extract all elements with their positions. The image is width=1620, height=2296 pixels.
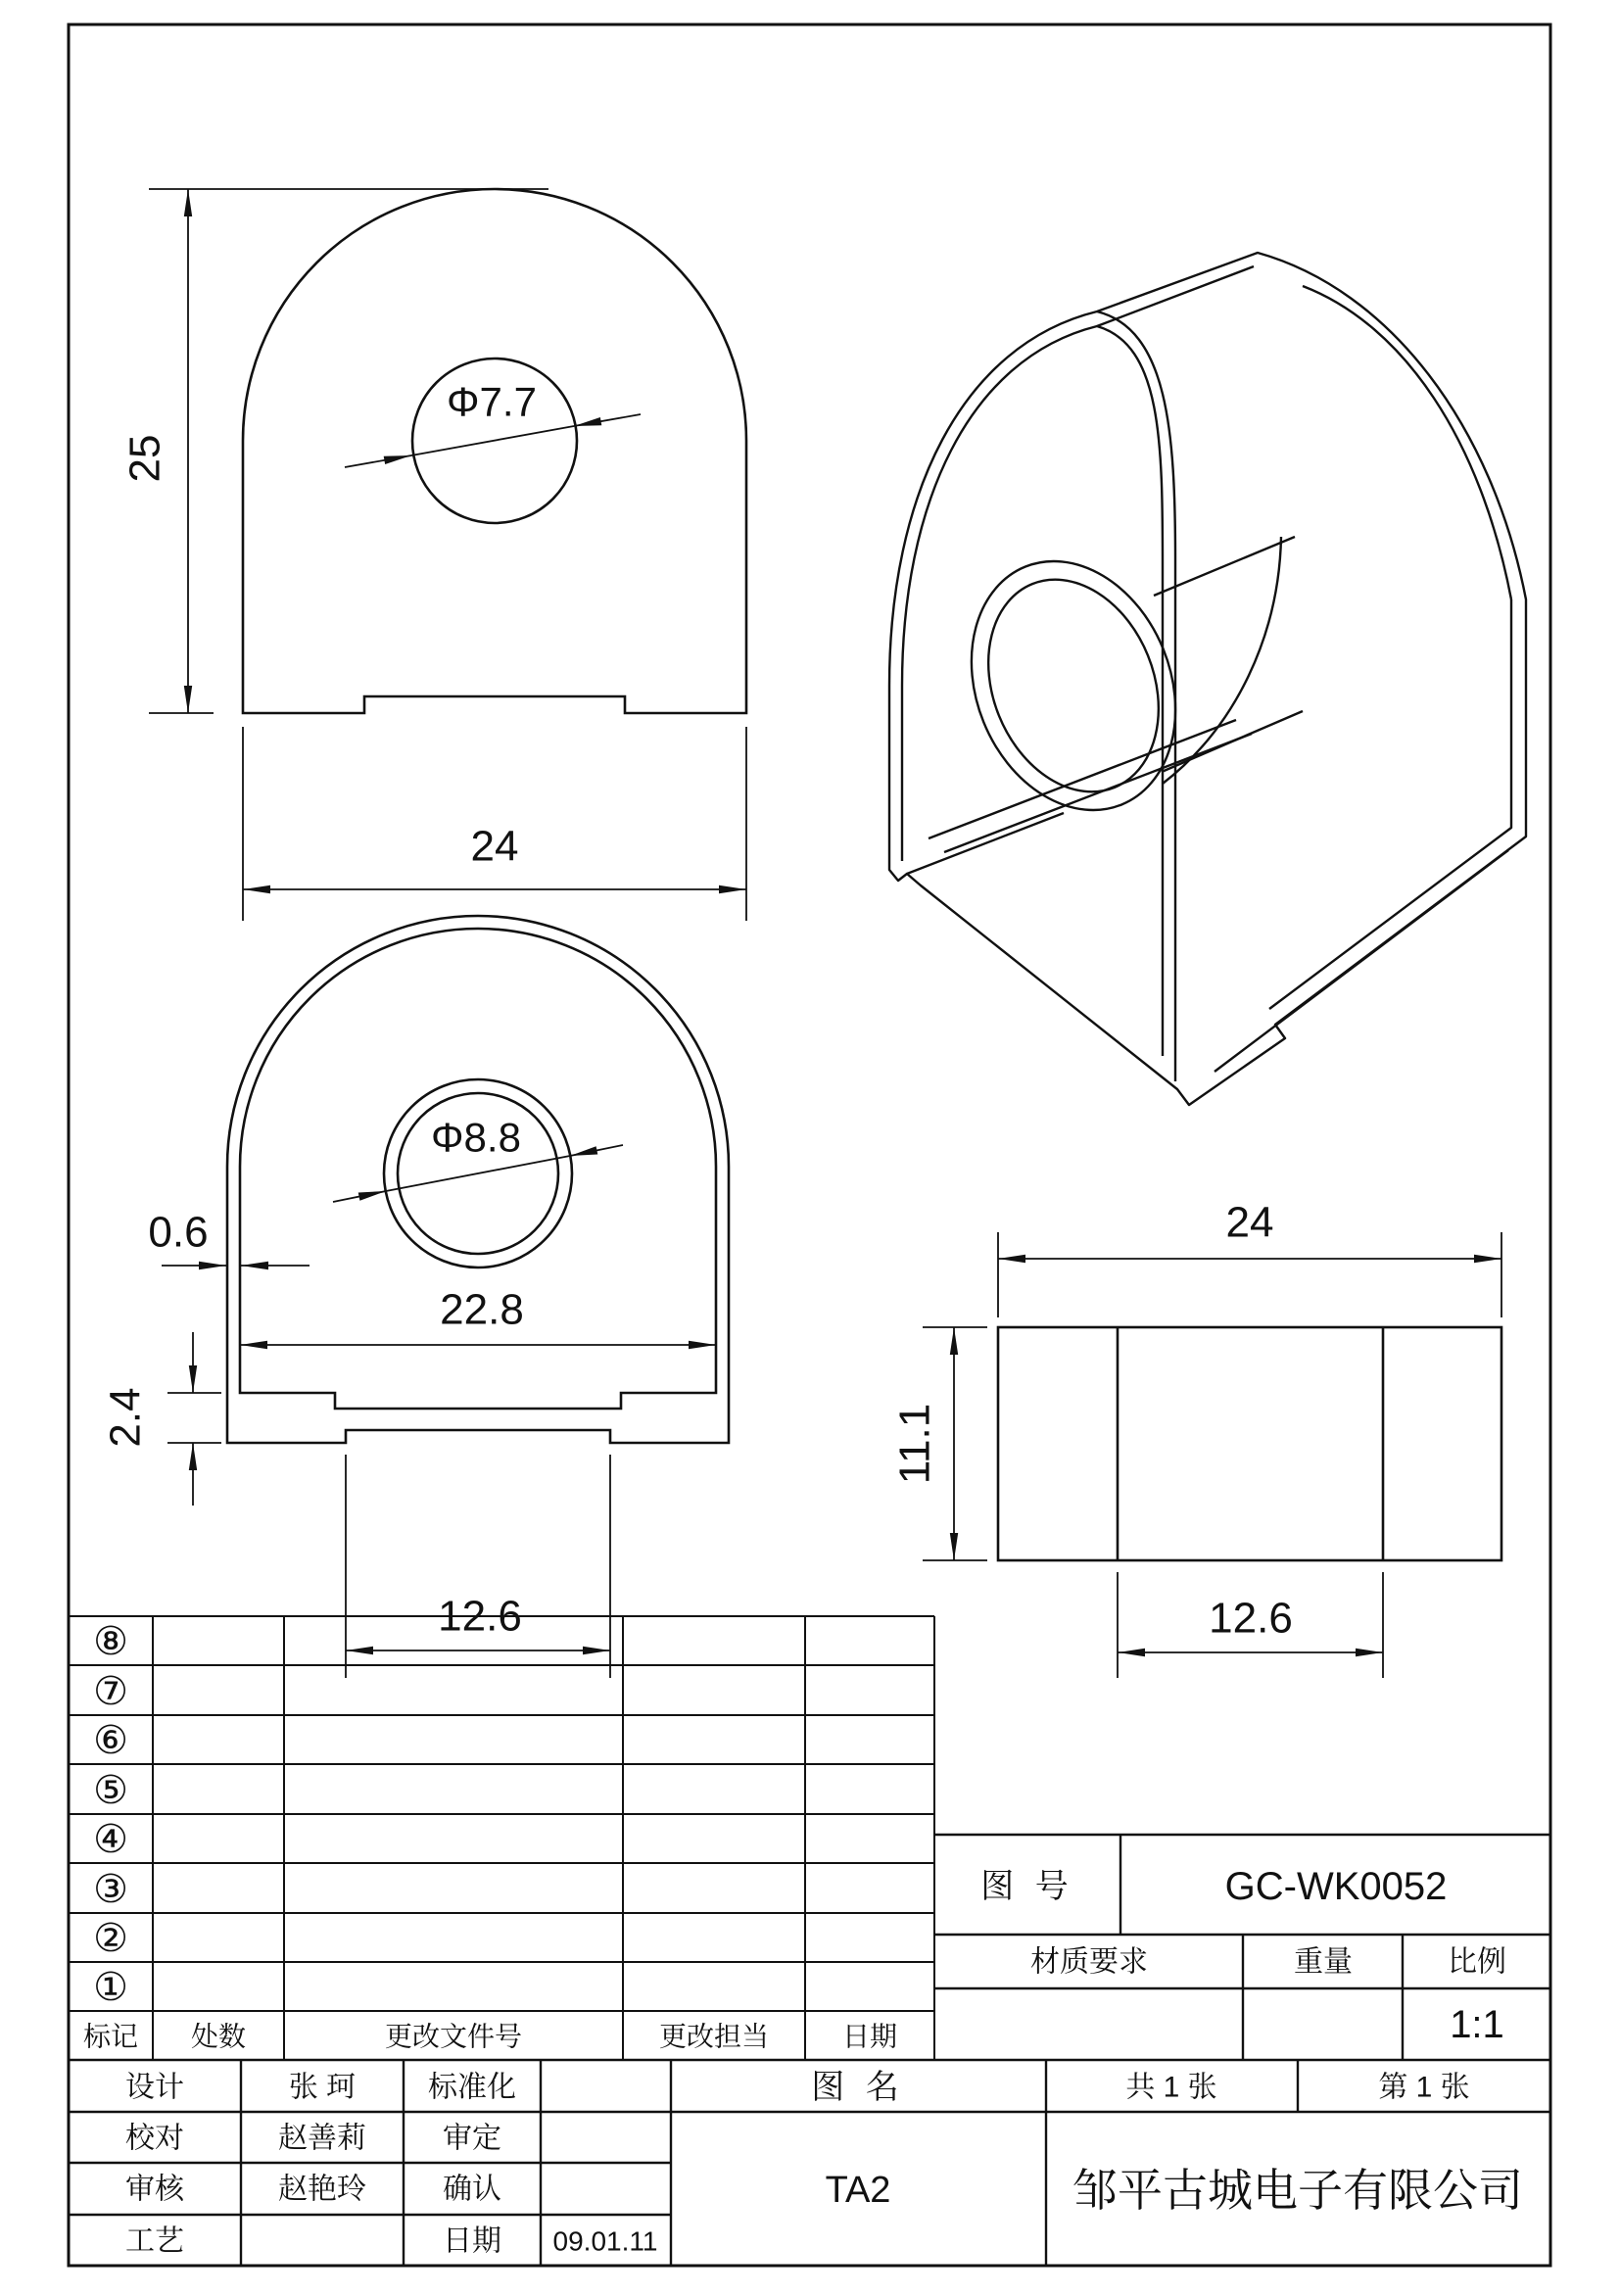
revision-header-docno: 更改文件号 bbox=[384, 2021, 523, 2052]
revision-header-owner: 更改担当 bbox=[658, 2021, 770, 2052]
iso-outer-silhouette bbox=[889, 253, 1526, 1105]
design-label: 设计 bbox=[125, 2071, 184, 2104]
revision-marker: ⑧ bbox=[93, 1620, 128, 1663]
dim-front-width: 24 bbox=[470, 822, 519, 871]
date-value: 09.01.11 bbox=[552, 2225, 658, 2257]
review-label: 审核 bbox=[125, 2173, 184, 2206]
iso-back-inner-wall bbox=[1269, 599, 1511, 1009]
revision-marker: ⑦ bbox=[93, 1670, 128, 1713]
sheet-no: 第 1 张 bbox=[1378, 2071, 1470, 2104]
sheet-border bbox=[69, 24, 1550, 2266]
revision-marker: ③ bbox=[93, 1868, 128, 1911]
dim-open-slot: 12.6 bbox=[438, 1592, 522, 1641]
drawing-no-label: 图 号 bbox=[980, 1868, 1074, 1905]
revision-marker: ② bbox=[93, 1917, 128, 1960]
revision-marker: ④ bbox=[93, 1818, 128, 1861]
open-view bbox=[227, 916, 729, 1443]
iso-bottom-tab-edge bbox=[907, 813, 1064, 874]
dim-open-hole: Φ8.8 bbox=[431, 1114, 521, 1161]
standard-label: 标准化 bbox=[428, 2071, 516, 2104]
iso-bottom-back-edge bbox=[1215, 850, 1508, 1072]
dim-side-slot: 12.6 bbox=[1209, 1594, 1293, 1643]
revision-marker: ⑤ bbox=[93, 1769, 128, 1812]
dim-front-height: 25 bbox=[120, 434, 169, 483]
iso-floor-recess-edge-b bbox=[944, 734, 1252, 852]
dim-open-wall: 0.6 bbox=[148, 1208, 209, 1257]
company-name: 邹平古城电子有限公司 bbox=[1072, 2165, 1523, 2216]
drawing-name-label: 图 名 bbox=[811, 2069, 905, 2106]
check-label: 校对 bbox=[125, 2122, 184, 2155]
approve-label: 审定 bbox=[443, 2122, 501, 2155]
revision-header-mark: 标记 bbox=[82, 2021, 139, 2052]
front-view-outline bbox=[243, 189, 746, 713]
weight-label: 重量 bbox=[1294, 1945, 1353, 1979]
scale-value: 1:1 bbox=[1450, 2003, 1504, 2046]
open-view-outer-outline bbox=[227, 916, 729, 1443]
isometric-view bbox=[889, 253, 1526, 1105]
revision-table-grid bbox=[69, 1616, 934, 2060]
sheet-total: 共 1 张 bbox=[1125, 2071, 1217, 2104]
dim-side-height: 11.1 bbox=[890, 1403, 939, 1485]
revision-marker: ⑥ bbox=[93, 1719, 128, 1762]
date-label: 日期 bbox=[443, 2224, 501, 2258]
revision-table bbox=[69, 1616, 934, 2060]
dim-front-hole: Φ7.7 bbox=[447, 378, 537, 425]
review-name: 赵艳玲 bbox=[278, 2173, 366, 2206]
iso-floor-recess-edge-a bbox=[929, 720, 1236, 838]
dim-open-base: 2.4 bbox=[101, 1387, 150, 1448]
dim-open-inner-width: 22.8 bbox=[440, 1285, 524, 1334]
iso-back-inner-arch bbox=[1303, 286, 1511, 599]
revision-header-date: 日期 bbox=[841, 2021, 898, 2052]
dim-side-width: 24 bbox=[1225, 1198, 1274, 1247]
confirm-label: 确认 bbox=[443, 2173, 501, 2206]
check-name: 赵善莉 bbox=[278, 2122, 366, 2155]
revision-headers bbox=[83, 2022, 897, 2052]
design-name: 张 珂 bbox=[288, 2071, 357, 2104]
front-view bbox=[243, 189, 746, 713]
part-name: TA2 bbox=[825, 2170, 891, 2211]
process-label: 工艺 bbox=[125, 2224, 184, 2258]
revision-marker: ① bbox=[93, 1966, 128, 2009]
iso-inner-top-ridge bbox=[1097, 266, 1254, 326]
iso-front-inner-arch bbox=[902, 326, 1163, 1056]
revision-header-count: 处数 bbox=[190, 2021, 247, 2052]
front-view-dimensions bbox=[149, 189, 746, 921]
drawing-no-value: GC-WK0052 bbox=[1224, 1865, 1448, 1908]
side-view-outline bbox=[998, 1327, 1501, 1560]
iso-tube-outer bbox=[935, 530, 1212, 840]
material-label: 材质要求 bbox=[1030, 1945, 1148, 1979]
side-view bbox=[998, 1327, 1501, 1560]
open-view-inner-outline bbox=[240, 929, 716, 1409]
scale-label: 比例 bbox=[1448, 1945, 1506, 1979]
